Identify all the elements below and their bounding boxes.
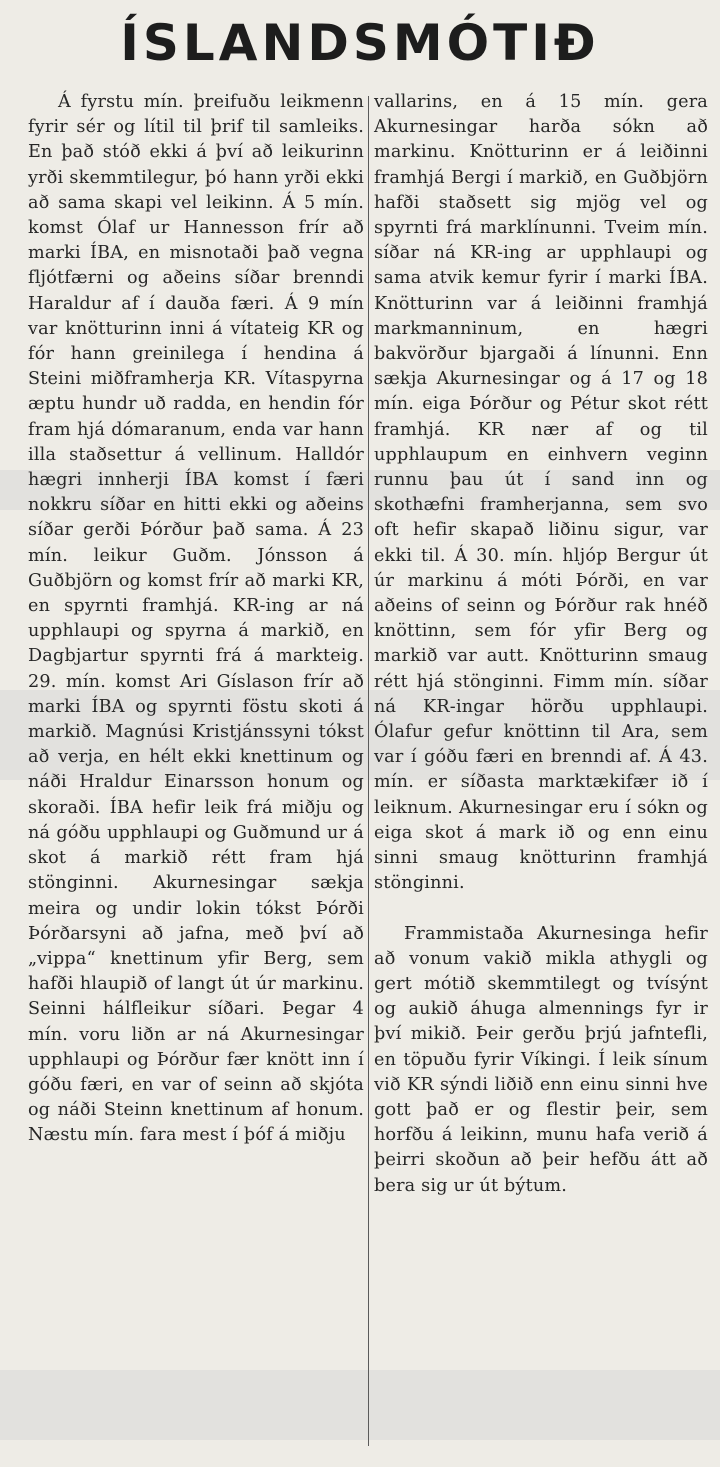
- headline: ÍSLANDSMÓTIÐ: [120, 14, 600, 72]
- scan-shading-band: [0, 1370, 720, 1440]
- article-paragraph: Frammistaða Akurnesinga hefir að vonum vakið mikla athygli og gert mótið skemmtilegt og tvísýnt og aukið áhuga almennings fyr ir því mikið. Þeir gerðu þrjú jafntefli, en töpuðu fyrir Víkingi. Í leik sínum við KR sýndi liðið enn einu sinni hve gott það er og flestir þeir, sem horfðu á leikinn, munu hafa verið á þeirri skoðun að þeir hefðu átt að bera sig ur út býtum.: [374, 923, 708, 1196]
- column-divider: [368, 96, 369, 1446]
- article-paragraph: vallarins, en á 15 mín. gera Akurnesingar harða sókn að markinu. Knötturinn er á leiðinni framhjá Bergi í markið, en Guðbjörn hafði staðsett sig mjög vel og spyrnti frá marklínunni. Tveim mín. síðar ná KR-ing ar upphlaupi og sama atvik kemur fyrir í marki ÍBA. Knötturinn var á leiðinni framhjá markmanninum, en hægri bakvörður bjargaði á línunni. Enn sækja Akurnesingar og á 17 og 18 mín. eiga Þórður og Pétur skot rétt framhjá. KR nær af og til upphlaupum en einhvern veginn runnu þau út í sand inn og skothæfni framherjanna, sem svo oft hefir skapað liðinu sigur, var ekki til. Á 30. mín. hljóp Bergur út úr markinu á móti Þórði, en var aðeins of seinn og Þórður rak hnéð knöttinn, sem fór yfir Berg og markið var autt. Knötturinn smaug rétt hjá stönginni. Fimm mín. síðar ná KR-ingar hörðu upphlaupi. Ólafur gefur knöttinn til Ara, sem var í góðu færi en brenndi af. Á 43. mín. er síðasta marktækifær ið í leiknum. Akurnesingar eru í sókn og eiga skot á mark ið og enn einu sinni smaug knötturinn framhjá stönginni.: [374, 92, 708, 894]
- article-paragraph: Á fyrstu mín. þreifuðu leikmenn fyrir sér og lítil til þrif til samleiks. En það stóð ekki á því að leikurinn yrði skemmtilegur, þó hann yrði ekki að sama skapi vel leikinn. Á 5 mín. komst Ólaf ur Hannesson frír að marki ÍBA, en misnotaði það vegna fljótfærni og aðeins síðar brenndi Haraldur af í dauða færi. Á 9 mín var knötturinn inni á vítateig KR og fór hann greinilega í hendina á Steini miðframherja KR. Vítaspyrna æptu hundr uð radda, en hendin fór fram hjá dómaranum, enda var hann illa staðsettur á vellinum. Halldór hægri innherji ÍBA komst í færi nokkru síðar en hitti ekki og aðeins síðar gerði Þórður það sama. Á 23 mín. leikur Guðm. Jónsson á Guðbjörn og komst frír að marki KR, en spyrnti framhjá. KR-ing ar ná upphlaupi og spyrna á markið, en Dagbjartur spyrnti frá á markteig. 29. mín. komst Ari Gíslason frír að marki ÍBA og spyrnti föstu skoti á markið. Magnúsi Kristjánssyni tókst að verja, en hélt ekki knettinum og náði Hraldur Einarsson honum og skoraði. ÍBA hefir leik frá miðju og ná góðu upphlaupi og Guðmund ur á skot á markið rétt fram hjá stönginni. Akurnesingar sækja meira og undir lokin tókst Þórði Þórðarsyni að jafna, með því að „vippa“ knettinum yfir Berg, sem hafði hlaupið of langt út úr markinu. Seinni hálfleikur síðari. Þegar 4 mín. voru liðn ar ná Akurnesingar upphlaupi og Þórður fær knött inn í góðu færi, en var of seinn að skjóta og náði Steinn knettinum af honum. Næstu mín. fara mest í þóf á miðju: [28, 92, 364, 1146]
- article-column-right: [374, 90, 708, 1199]
- article-column-left: [28, 90, 364, 1149]
